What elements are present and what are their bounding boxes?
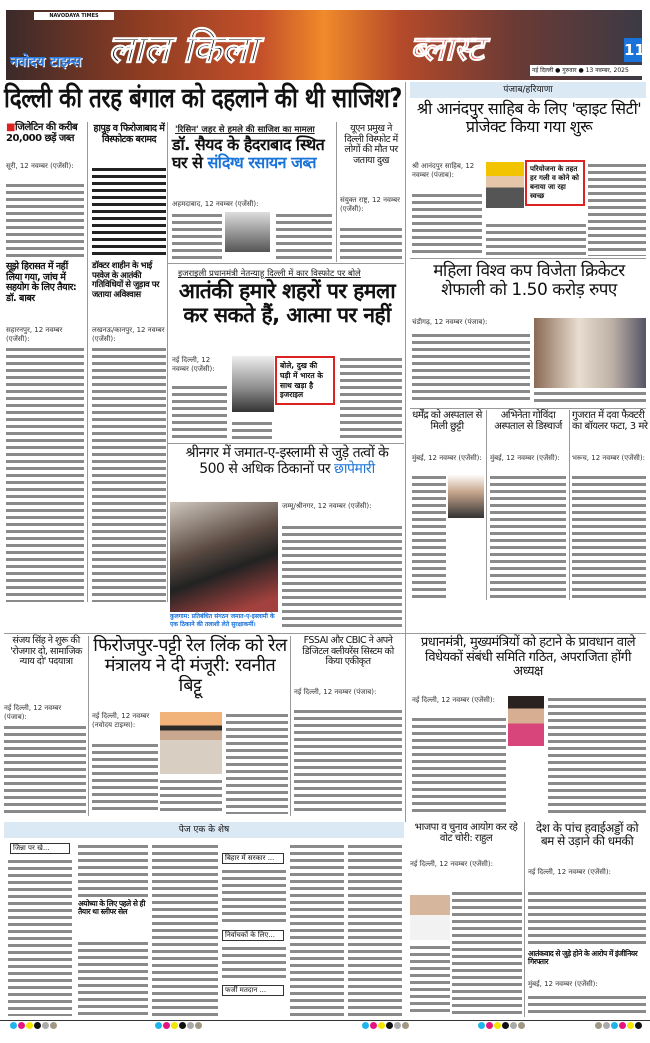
story-dateline: मुंबई, 12 नवम्बर (एजेंसी): [412,454,482,462]
body-text [410,944,450,1016]
masthead-title: लाल किला [108,27,258,71]
story-headline: देश के पांच हवाईअड्डों को बम से उड़ाने की धमकी [535,821,639,849]
body-text [340,356,402,440]
main-headline: दिल्ली की तरह बंगाल को दहलाने की थी साजिश? [4,83,402,114]
story-dateline: भरूच, 12 नवम्बर (एजेंसी): [572,454,645,462]
body-text [486,222,586,256]
photo-caption [534,390,646,402]
body-text [92,166,166,258]
official-photo [486,162,524,208]
story-dateline: नई दिल्ली, 12 नवम्बर (पंजाब): [294,688,402,697]
aparajita-sarangi-photo [508,696,544,746]
pull-quote: बोले, दुख की घड़ी में भारत के साथ खड़ा है इजराइल [275,356,335,405]
story-headline: सूझे हिरासत में नहीं लिया गया, जांच में सहयोग के लिए तैयार: डॉ. बाबर [6,261,77,304]
story-headline: श्री आनंदपुर साहिब के लिए 'व्हाइट सिटी' प्रोजेक्ट किया गया शुरू [416,99,642,136]
story-headline: भाजपा व चुनाव आयोग कर रहे वोट चोरी: राहुल [414,822,518,845]
body-text [412,474,446,600]
body-text [6,182,84,258]
body-text [348,843,402,1016]
body-text [6,346,84,602]
body-text [452,890,522,1016]
dharmendra-photo [448,474,484,518]
story-dateline: जम्मू/श्रीनगर, 12 नवम्बर (एजेंसी): [282,502,402,511]
body-text [294,708,402,814]
ravneet-bittu-photo [160,712,222,774]
story-headline: आतंकवाद से जुड़े होने के आरोप में इंजीनियर गिरफ्तार [528,949,638,967]
story-headline: गुजरात में दवा फैक्टरी का बॉयलर फटा, 3 मरे [572,410,648,433]
page-number: 11 [624,38,642,62]
body-text [8,858,72,1016]
continued-tag: फर्जी मतदान ... [222,985,284,996]
body-text [92,742,158,814]
caption-text: कुलगाम: प्रतिबंधित संगठन जमात-ए-इस्लामी के एक ठिकाने की तलाशी लेते सुरक्षाकर्मी। [170,613,275,628]
story-dateline: संयुक्त राष्ट्र, 12 नवम्बर (एजेंसी): [340,196,401,214]
story-dateline: अहमदाबाद, 12 नवम्बर (एजेंसी): [172,200,332,209]
story-dateline: मुंबई, 12 नवम्बर (एजेंसी): [528,980,646,989]
story-headline: ■जिलेटिन की करीब 20,000 छड़ें जब्त [6,122,78,145]
continued-bar: पेज एक के शेष [4,822,404,838]
story-headline: फिरोजपुर-पट्टी रेल लिंक को रेल मंत्रालय ने दी मंजूरी: रवनीत बिट्टू [93,635,287,697]
netanyahu-photo [232,356,274,412]
pull-quote: परियोजना के तहत हर गली व कोने को बनाया जा रहा स्वच्छ [525,160,585,206]
masthead-title-accent: ब्लास्ट [410,29,485,69]
section-header: पंजाब/हरियाणा [410,82,646,98]
continued-subhead: अयोध्या के लिए पहले से ही तैयार था स्लीपर सेल [78,900,148,917]
body-text [78,940,148,1016]
registration-marks [478,1022,525,1029]
body-text [232,420,272,440]
continued-tag: निर्वाचकों के लिए... [222,930,284,941]
body-text [78,843,148,897]
story-headline: संजय सिंह ने शुरू की 'रोजगार दो, सामाजिक न्याय दो' पदयात्रा [10,635,82,668]
story-headline: हापुड़ व फिरोजाबाद में विस्फोटक बरामद [93,123,165,145]
story-headline: धर्मेंद्र को अस्पताल से मिली छुट्टी [412,410,482,433]
story-dateline: श्री आनंदपुर साहिब, 12 नवम्बर (पंजाब): [412,162,482,180]
photo-caption [170,613,278,629]
paper-label: NAVODAYA TIMES [34,12,114,20]
brand-logo: नवोदय टाइम्स [10,54,82,70]
body-text [172,384,227,440]
story-dateline: नई दिल्ली, 12 नवम्बर (एजेंसी): [528,868,646,877]
story-dateline: सहारनपुर, 12 नवम्बर (एजेंसी): [6,326,84,344]
body-text [222,945,286,981]
story-dateline: लखनऊ/कानपुर, 12 नवम्बर (एजेंसी): [92,326,165,344]
body-text [152,843,218,1016]
continued-tag: जिन्ना पर खे... [10,843,70,854]
body-text [340,226,402,260]
story-dateline: नई दिल्ली, 12 नवम्बर (नवोदय टाइम्स): [92,712,158,730]
story-dateline: नई दिल्ली, 12 नवम्बर (पंजाब): [4,704,86,722]
body-text [160,778,222,814]
story-dateline: चंडीगढ़, 12 नवम्बर (पंजाब): [412,318,530,327]
story-headline: FSSAI और CBIC ने अपने डिजिटल क्लीयरेंस सिस्टम को किया एकीकृत [302,635,394,668]
body-text [412,716,506,814]
continued-tag: बिहार में सरकार ... [222,853,284,864]
body-text [282,524,402,628]
lead-kicker: इजराइली प्रधानमंत्री नेतन्याहू दिल्ली में कार विस्फोट पर बोले [178,269,361,279]
body-text [276,212,332,260]
registration-marks [362,1022,409,1029]
story-headline: यूएन प्रमुख ने दिल्ली विस्फोट में लोगों की मौत पर जताया दुख [344,123,398,166]
body-text [290,843,344,1016]
body-text [548,696,646,814]
body-text [528,994,646,1016]
body-text [412,192,482,256]
srinagar-headline: श्रीनगर में जमात-ए-इस्लामी से जुड़े तत्वों के 500 से अधिक ठिकानों पर छापेमारी [185,445,389,477]
body-text [412,332,530,404]
story-dateline: नई दिल्ली, 12 नवम्बर (एजेंसी): [172,356,227,374]
rahul-gandhi-photo [410,890,450,940]
story-headline: महिला विश्व कप विजेता क्रिकेटर शेफाली को 1.50 करोड़ रुपए [433,261,625,301]
srinagar-raid-photo [170,502,278,612]
body-text [226,712,288,814]
story-headline: डॉक्टर शाहीन के भाई परवेज के आतंकी गतिविधियों से जुड़ाव पर जताया अविश्वास [92,261,160,300]
story-dateline: सूरी, 12 नवम्बर (एजेंसी): [6,162,84,171]
story-dateline: नई दिल्ली, 12 नवम्बर (एजेंसी): [410,860,522,869]
body-text [572,474,646,600]
story-kicker: 'रिसिन' जहर से हमले की साजिश का मामला [175,125,315,135]
body-text [4,724,86,814]
story-headline: अभिनेता गोविंदा अस्पताल से डिस्चार्ज [494,410,562,433]
story-headline: डॉ. सैयद के हैदराबाद स्थित घर से संदिग्ध रसायन जब्त [172,135,325,172]
registration-marks [155,1022,202,1029]
body-text [222,868,286,926]
body-text [528,890,646,946]
registration-marks [595,1022,642,1029]
body-text [490,474,566,600]
body-text [588,162,646,256]
lead-headline: आतंकी हमारे शहरों पर हमला कर सकते हैं, आत्मा पर नहीं [178,279,396,327]
story-dateline: नई दिल्ली, 12 नवम्बर (एजेंसी): [412,696,506,705]
dr-sayed-photo [225,212,270,252]
body-text [92,346,166,602]
shefali-award-photo [534,318,646,388]
story-headline: प्रधानमंत्री, मुख्यमंत्रियों को हटाने के प्रावधान वाले विधेयकों संबंधी समिति गठित, अपराजिता होंगी अध्यक्ष [420,635,636,680]
dateline: नई दिल्ली ● गुरुवार ● 13 नवम्बर, 2025 [532,67,629,74]
story-dateline: मुंबई, 12 नवम्बर (एजेंसी): [490,454,566,463]
registration-marks [10,1022,57,1029]
body-text [172,212,222,260]
